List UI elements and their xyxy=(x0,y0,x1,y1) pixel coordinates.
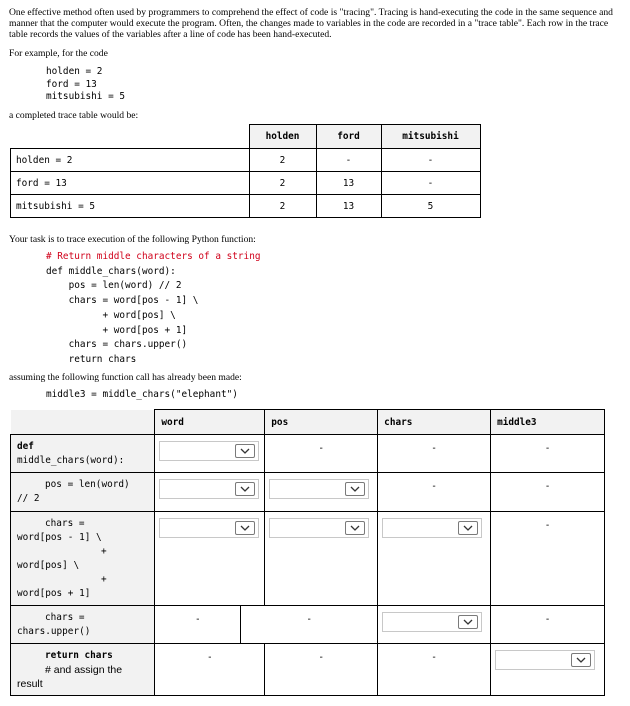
chevron-down-icon xyxy=(235,444,255,458)
code-line: pos = len(word) // 2 xyxy=(46,280,182,292)
row-code xyxy=(11,435,155,473)
code-comment: # Return middle characters of a string xyxy=(46,251,261,262)
table-cell: 2 xyxy=(249,195,316,218)
for-example-label: For example, for the code xyxy=(9,48,108,59)
completed-table-label: a completed trace table would be: xyxy=(9,110,139,121)
column-header: mitsubishi xyxy=(381,125,480,149)
table-row xyxy=(11,512,605,606)
table-cell: - xyxy=(155,644,265,696)
row-code xyxy=(11,473,155,512)
table-cell xyxy=(265,473,378,512)
column-header-chars: chars xyxy=(378,410,491,435)
column-header: ford xyxy=(316,125,381,149)
code-line: + xyxy=(101,546,107,557)
table-cell: - xyxy=(378,435,491,473)
code-line: def middle_chars(word): xyxy=(46,265,176,277)
table-row xyxy=(11,172,481,195)
intro-paragraph: One effective method often used by programmers to comprehend the effect of code is "tracing". Tracing is hand-executing the code in the same sequence and manner that the computer would execute the program. Often, the changes made to variables in the code are recorded in a "trace table". Each row in the trace table records the values of the variables after a line of code has been hand-executed. xyxy=(9,7,613,40)
code-line: def xyxy=(17,441,34,452)
code-line: chars = word[pos - 1] \ xyxy=(46,295,199,307)
table-cell: - xyxy=(378,473,491,512)
code-line: return chars xyxy=(46,353,137,365)
code-comment: result xyxy=(17,678,43,690)
chevron-down-icon xyxy=(571,653,591,667)
table-row xyxy=(11,149,481,172)
table-cell: - xyxy=(381,172,480,195)
task-label: Your task is to trace execution of the following Python function: xyxy=(9,234,256,245)
table-cell: 5 xyxy=(381,195,480,218)
table-cell: - xyxy=(265,435,378,473)
code-line: + word[pos] \ xyxy=(46,309,176,321)
chars-select[interactable] xyxy=(382,612,482,632)
row-code: holden = 2 xyxy=(11,149,250,172)
table-cell: - xyxy=(265,644,378,696)
code-line: chars = xyxy=(45,612,85,623)
pos-select[interactable] xyxy=(269,518,369,538)
code-line: // 2 xyxy=(17,493,40,504)
table-cell: - xyxy=(491,606,605,644)
table-header-row xyxy=(11,410,605,435)
pos-select[interactable] xyxy=(269,479,369,499)
code-line: + xyxy=(101,574,107,585)
answer-trace-table xyxy=(10,409,605,696)
table-cell: 2 xyxy=(249,172,316,195)
column-header-pos: pos xyxy=(265,410,378,435)
table-cell: 13 xyxy=(316,195,381,218)
table-row xyxy=(11,644,605,696)
word-select[interactable] xyxy=(159,518,259,538)
code-line: word[pos - 1] \ xyxy=(17,532,102,543)
table-row xyxy=(11,473,605,512)
table-cell: - xyxy=(241,606,378,644)
table-cell: - xyxy=(155,606,241,644)
table-cell xyxy=(265,512,378,606)
table-cell: - xyxy=(381,149,480,172)
row-code xyxy=(11,606,155,644)
assuming-label: assuming the following function call has already been made: xyxy=(9,372,242,383)
table-cell: - xyxy=(491,473,605,512)
code-line: ford = 13 xyxy=(46,78,97,90)
table-row xyxy=(11,435,605,473)
table-cell xyxy=(155,473,265,512)
code-line: mitsubishi = 5 xyxy=(46,91,126,103)
code-line: pos = len(word) xyxy=(45,479,130,490)
table-cell xyxy=(491,644,605,696)
call-code: middle3 = middle_chars("elephant") xyxy=(46,389,238,400)
chevron-down-icon xyxy=(458,615,478,629)
function-code xyxy=(46,250,260,368)
table-cell: - xyxy=(491,435,605,473)
empty-header-cell xyxy=(11,125,250,149)
code-line: holden = 2 xyxy=(46,66,103,77)
example-code xyxy=(46,66,125,104)
row-code xyxy=(11,512,155,606)
chevron-down-icon xyxy=(345,482,365,496)
code-comment: # and assign the xyxy=(45,664,123,676)
table-cell xyxy=(155,435,265,473)
table-header-row xyxy=(11,125,481,149)
table-cell xyxy=(378,606,491,644)
table-row xyxy=(11,606,605,644)
code-line: chars = xyxy=(45,518,85,529)
chevron-down-icon xyxy=(458,521,478,535)
row-code xyxy=(11,644,155,696)
table-cell xyxy=(378,512,491,606)
word-select[interactable] xyxy=(159,479,259,499)
code-line: middle_chars(word): xyxy=(17,455,125,466)
table-cell: - xyxy=(378,644,491,696)
code-line: word[pos + 1] xyxy=(17,588,91,599)
example-trace-table xyxy=(10,124,481,218)
row-code: ford = 13 xyxy=(11,172,250,195)
table-cell: - xyxy=(491,512,605,606)
middle3-select[interactable] xyxy=(495,650,595,670)
table-cell: 2 xyxy=(249,149,316,172)
table-cell: - xyxy=(316,149,381,172)
empty-header-cell xyxy=(11,410,155,435)
code-line: return chars xyxy=(45,650,113,661)
chevron-down-icon xyxy=(235,521,255,535)
table-cell: 13 xyxy=(316,172,381,195)
chevron-down-icon xyxy=(235,482,255,496)
chevron-down-icon xyxy=(345,521,365,535)
table-row xyxy=(11,195,481,218)
column-header-middle3: middle3 xyxy=(491,410,605,435)
column-header-word: word xyxy=(155,410,265,435)
word-select[interactable] xyxy=(159,441,259,461)
column-header: holden xyxy=(249,125,316,149)
code-line: chars = chars.upper() xyxy=(46,339,188,351)
row-code: mitsubishi = 5 xyxy=(11,195,250,218)
chars-select[interactable] xyxy=(382,518,482,538)
code-line: + word[pos + 1] xyxy=(46,324,188,336)
table-cell xyxy=(155,512,265,606)
code-line: chars.upper() xyxy=(17,626,91,637)
code-line: word[pos] \ xyxy=(17,560,80,571)
